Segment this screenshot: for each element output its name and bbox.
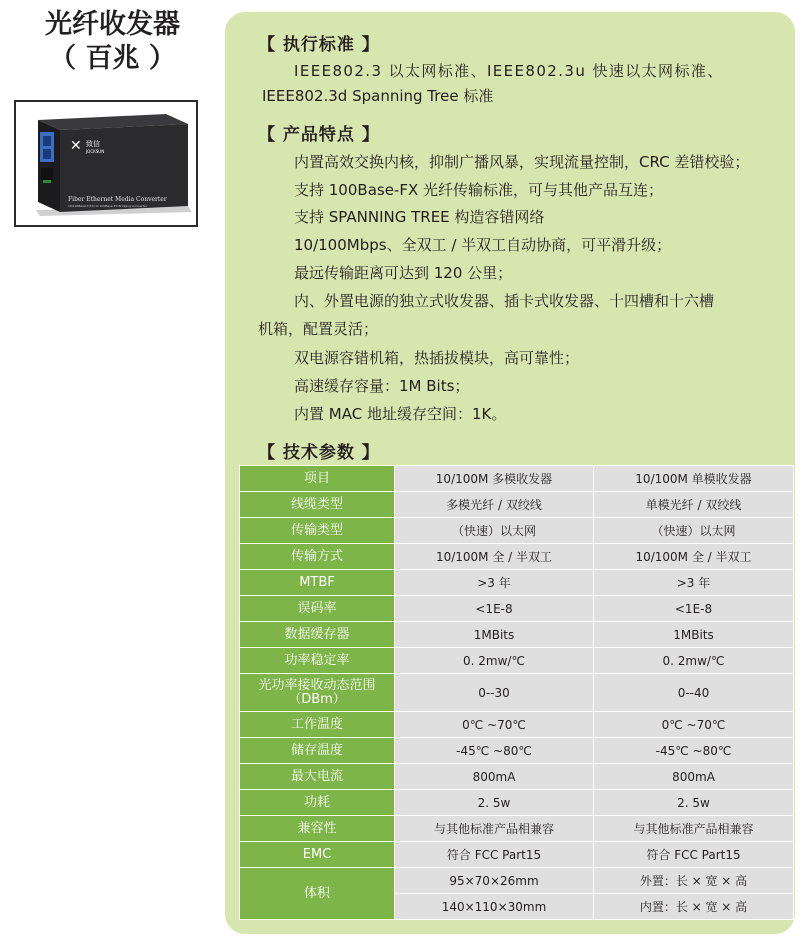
row-label: 传输类型 [240, 518, 395, 544]
table-row [240, 842, 794, 868]
table-row [240, 764, 794, 790]
standards-text-line1: IEEE802.3 以太网标准、IEEE802.3u 快速以太网标准、 [294, 62, 724, 80]
row-label: 功耗 [240, 790, 395, 816]
standards-text-line2: IEEE802.3d Spanning Tree 标准 [262, 87, 494, 105]
singlemode-value: 10/100M 全 / 半双工 [594, 544, 794, 570]
media-converter-image [16, 102, 196, 225]
row-label: 传输方式 [240, 544, 395, 570]
multimode-value: 1MBits [395, 622, 594, 648]
product-label: Fiber Ethernet Media Converter [68, 196, 167, 203]
row-label: 储存温度 [240, 738, 395, 764]
table-row [240, 544, 794, 570]
singlemode-value: （快速）以太网 [594, 518, 794, 544]
singlemode-value: >3 年 [594, 570, 794, 596]
table-row [240, 674, 794, 712]
singlemode-value: 1MBits [594, 622, 794, 648]
table-row [240, 518, 794, 544]
row-label: 兼容性 [240, 816, 395, 842]
multimode-value: 多模光纤 / 双绞线 [395, 492, 594, 518]
table-row [240, 738, 794, 764]
product-sublabel: 10/100Base-T(TX) to 100Base-FX Bridging Converter [68, 204, 147, 208]
row-label: 最大电流 [240, 764, 395, 790]
singlemode-value: 内置：长 × 宽 × 高 [594, 894, 794, 920]
feature-item: 双电源容错机箱，热插拔模块，高可靠性； [294, 349, 580, 367]
multimode-value: <1E-8 [395, 596, 594, 622]
row-label: 项目 [240, 466, 395, 492]
row-label: 数据缓存器 [240, 622, 395, 648]
product-title-line1: 光纤收发器 [45, 9, 180, 40]
singlemode-value: 10/100M 单模收发器 [594, 466, 794, 492]
row-label: 误码率 [240, 596, 395, 622]
singlemode-value: <1E-8 [594, 596, 794, 622]
tech-params-heading: 【 技术参数 】 [258, 443, 380, 463]
table-row [240, 622, 794, 648]
product-photo [14, 100, 198, 227]
brand-en: JOCKSUN [86, 149, 105, 154]
table-row [240, 868, 794, 894]
singlemode-value: 0. 2mw/℃ [594, 648, 794, 674]
row-label: 功率稳定率 [240, 648, 395, 674]
tech-params-table [239, 465, 794, 920]
feature-item: 机箱，配置灵活； [258, 320, 379, 338]
multimode-value: 10/100M 多模收发器 [395, 466, 594, 492]
multimode-value: 与其他标准产品相兼容 [395, 816, 594, 842]
feature-item: 高速缓存容量：1M Bits； [294, 377, 470, 395]
multimode-value: 0℃ ~70℃ [395, 712, 594, 738]
multimode-value: 符合 FCC Part15 [395, 842, 594, 868]
singlemode-value: 外置：长 × 宽 × 高 [594, 868, 794, 894]
product-title [20, 8, 205, 76]
feature-item: 支持 SPANNING TREE 构造容错网络 [294, 208, 545, 226]
singlemode-value: 0--40 [594, 674, 794, 712]
brand-cn: 致信 [86, 140, 100, 148]
row-label: 体积 [240, 868, 395, 920]
feature-item: 最远传输距离可达到 120 公里； [294, 264, 513, 282]
table-row [240, 648, 794, 674]
row-label: 线缆类型 [240, 492, 395, 518]
multimode-value: （快速）以太网 [395, 518, 594, 544]
table-row [240, 712, 794, 738]
multimode-value: 800mA [395, 764, 594, 790]
product-title-line2: （ 百兆 ） [49, 43, 176, 74]
singlemode-value: 0℃ ~70℃ [594, 712, 794, 738]
features-heading: 【 产品特点 】 [258, 125, 380, 145]
table-row [240, 466, 794, 492]
multimode-value: 10/100M 全 / 半双工 [395, 544, 594, 570]
singlemode-value: 800mA [594, 764, 794, 790]
table-row [240, 492, 794, 518]
feature-item: 内、外置电源的独立式收发器、插卡式收发器、十四槽和十六槽 [294, 292, 715, 310]
svg-text:✕: ✕ [70, 138, 82, 154]
multimode-value: 2. 5w [395, 790, 594, 816]
multimode-value: 0--30 [395, 674, 594, 712]
feature-item: 内置高效交换内核，抑制广播风暴，实现流量控制，CRC 差错校验； [294, 153, 750, 171]
multimode-value: -45℃ ~80℃ [395, 738, 594, 764]
singlemode-value: 2. 5w [594, 790, 794, 816]
multimode-value: 95×70×26mm [395, 868, 594, 894]
singlemode-value: 符合 FCC Part15 [594, 842, 794, 868]
multimode-value: >3 年 [395, 570, 594, 596]
row-label: 工作温度 [240, 712, 395, 738]
feature-item: 支持 100Base-FX 光纤传输标准，可与其他产品互连； [294, 181, 664, 199]
table-row [240, 790, 794, 816]
row-label: MTBF [240, 570, 395, 596]
table-row [240, 570, 794, 596]
row-label: EMC [240, 842, 395, 868]
table-row [240, 596, 794, 622]
singlemode-value: -45℃ ~80℃ [594, 738, 794, 764]
multimode-value: 0. 2mw/℃ [395, 648, 594, 674]
standards-heading: 【 执行标准 】 [258, 35, 380, 55]
multimode-value: 140×110×30mm [395, 894, 594, 920]
singlemode-value: 单模光纤 / 双绞线 [594, 492, 794, 518]
feature-item: 10/100Mbps、全双工 / 半双工自动协商，可平滑升级； [294, 236, 672, 254]
table-row [240, 816, 794, 842]
feature-item: 内置 MAC 地址缓存空间：1K。 [294, 405, 507, 423]
row-label: 光功率接收动态范围（DBm） [240, 674, 395, 712]
singlemode-value: 与其他标准产品相兼容 [594, 816, 794, 842]
